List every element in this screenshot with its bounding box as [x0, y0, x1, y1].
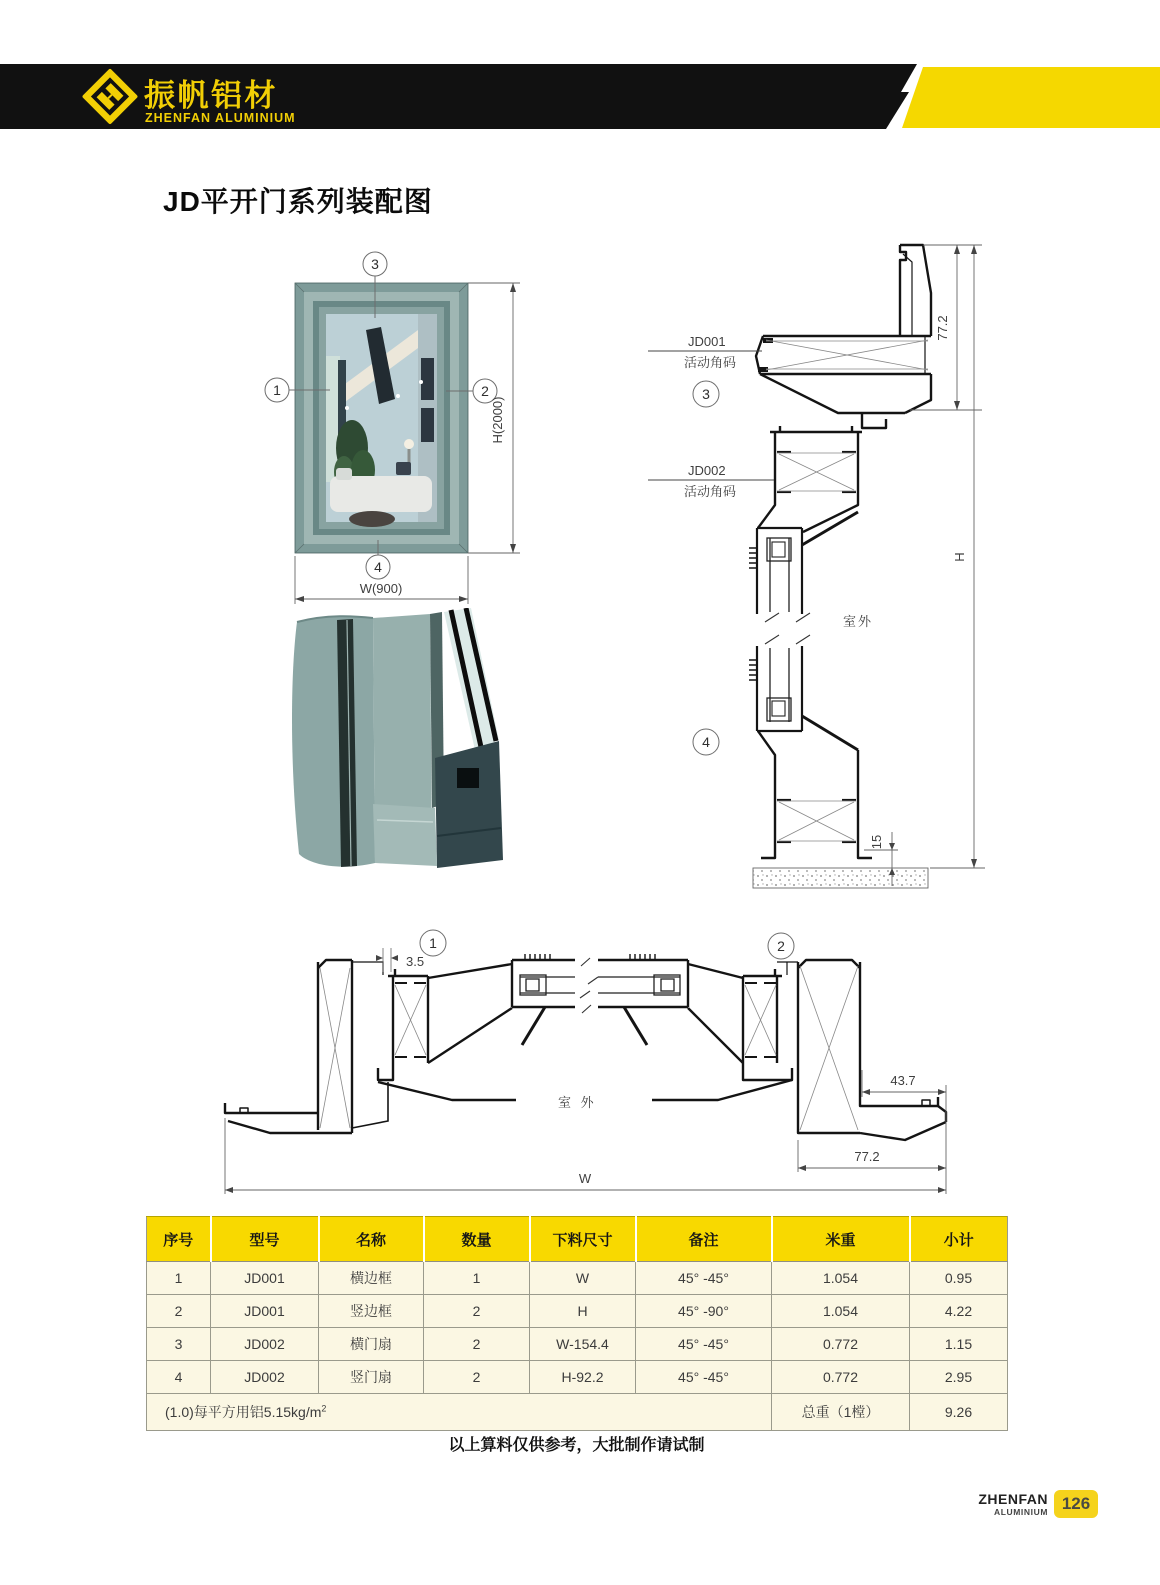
table-row — [147, 1361, 1008, 1394]
col-header: 序号 — [147, 1217, 211, 1262]
cell: 竖边框 — [319, 1295, 424, 1328]
total-width-dim: W — [578, 1171, 592, 1186]
col-header: 数量 — [424, 1217, 530, 1262]
logo-diamond-icon — [82, 68, 139, 125]
outdoor-label: 室外 — [843, 614, 874, 629]
cell: 1 — [147, 1262, 211, 1295]
disclaimer-note: 以上算料仅供参考，大批制作请试制 — [448, 1437, 705, 1454]
logo-text-en: ZHENFAN ALUMINIUM — [145, 111, 296, 125]
callout-4-number: 4 — [702, 734, 710, 750]
cell: JD001 — [211, 1262, 319, 1295]
cell: 45° -90° — [636, 1295, 772, 1328]
cell: 0.95 — [910, 1262, 1008, 1295]
cell: 4 — [147, 1361, 211, 1394]
footer-brand-sub: ALUMINIUM — [993, 1507, 1048, 1517]
col-header: 名称 — [319, 1217, 424, 1262]
callout-1-number: 1 — [273, 382, 281, 398]
part-jd002-code: JD002 — [688, 463, 726, 478]
cell: H-92.2 — [530, 1361, 636, 1394]
vertical-section-drawing — [640, 230, 990, 910]
table-header-row — [147, 1217, 1008, 1262]
cell: 2 — [147, 1295, 211, 1328]
total-weight-value: 9.26 — [910, 1394, 1008, 1431]
table-summary-row — [147, 1394, 1008, 1431]
logo-text-cn: 振帆铝材 — [144, 78, 278, 113]
cell: 4.22 — [910, 1295, 1008, 1328]
cell: 2 — [424, 1361, 530, 1394]
cell: H — [530, 1295, 636, 1328]
brand-logo — [78, 67, 378, 126]
cutting-list-table — [146, 1216, 1008, 1431]
cell: JD002 — [211, 1328, 319, 1361]
part-jd001-label: 活动角码 — [684, 355, 737, 370]
cell: W-154.4 — [530, 1328, 636, 1361]
table-row — [147, 1262, 1008, 1295]
page-number-badge: 126 — [1054, 1490, 1098, 1518]
callout-2-number: 2 — [481, 383, 489, 399]
cell: 1.15 — [910, 1328, 1008, 1361]
cell: 3 — [147, 1328, 211, 1361]
header-yellow-band — [902, 67, 1160, 128]
cell: 1.054 — [772, 1295, 910, 1328]
cover-dim: 43.7 — [890, 1073, 916, 1088]
cell: 竖门扇 — [319, 1361, 424, 1394]
table-row — [147, 1328, 1008, 1361]
callout-1-number: 1 — [429, 935, 437, 951]
cell: 1.054 — [772, 1262, 910, 1295]
callout-2-number: 2 — [777, 938, 785, 954]
total-height-dim: H — [952, 552, 967, 562]
outdoor-label: 室 外 — [558, 1095, 597, 1110]
cell: 横边框 — [319, 1262, 424, 1295]
door-glass-photo — [326, 314, 437, 527]
door-elevation-drawing — [255, 248, 535, 613]
elevation-width-dim: W(900) — [359, 581, 403, 596]
cell: 2.95 — [910, 1361, 1008, 1394]
floor-gap-dim: 15 — [869, 834, 884, 850]
footer-brand-name: ZHENFAN — [978, 1491, 1048, 1507]
col-header: 型号 — [211, 1217, 319, 1262]
page-title: JD平开门系列装配图 — [163, 186, 433, 217]
head-frame-dim: 77.2 — [935, 315, 950, 341]
cell: 0.772 — [772, 1328, 910, 1361]
callout-3-number: 3 — [371, 256, 379, 272]
cell: 45° -45° — [636, 1328, 772, 1361]
col-header: 小计 — [910, 1217, 1008, 1262]
cell: JD002 — [211, 1361, 319, 1394]
footer-brand — [930, 1492, 1048, 1517]
part-jd002-label: 活动角码 — [684, 484, 737, 499]
profile-3d-render — [285, 608, 515, 883]
cell: 横门扇 — [319, 1328, 424, 1361]
floor-hatch — [753, 868, 928, 888]
table-row — [147, 1295, 1008, 1328]
part-jd001-code: JD001 — [688, 334, 726, 349]
cell: 45° -45° — [636, 1361, 772, 1394]
col-header: 备注 — [636, 1217, 772, 1262]
cell: 1 — [424, 1262, 530, 1295]
cell: JD001 — [211, 1295, 319, 1328]
callout-4-number: 4 — [374, 559, 382, 575]
aluminium-usage-note: (1.0)每平方用铝$5.15kg/m^2$ — [147, 1394, 772, 1431]
total-weight-label: 总重（1樘） — [772, 1394, 910, 1431]
gap-dim: 3.5 — [406, 954, 425, 969]
cell: 0.772 — [772, 1361, 910, 1394]
horizontal-section-drawing — [200, 920, 970, 1205]
cell: W — [530, 1262, 636, 1295]
col-header: 米重 — [772, 1217, 910, 1262]
cell: 2 — [424, 1328, 530, 1361]
elevation-height-dim: H(2000) — [490, 396, 505, 444]
cell: 45° -45° — [636, 1262, 772, 1295]
cell: 2 — [424, 1295, 530, 1328]
col-header: 下料尺寸 — [530, 1217, 636, 1262]
callout-3-number: 3 — [702, 386, 710, 402]
frame-dim: 77.2 — [854, 1149, 880, 1164]
